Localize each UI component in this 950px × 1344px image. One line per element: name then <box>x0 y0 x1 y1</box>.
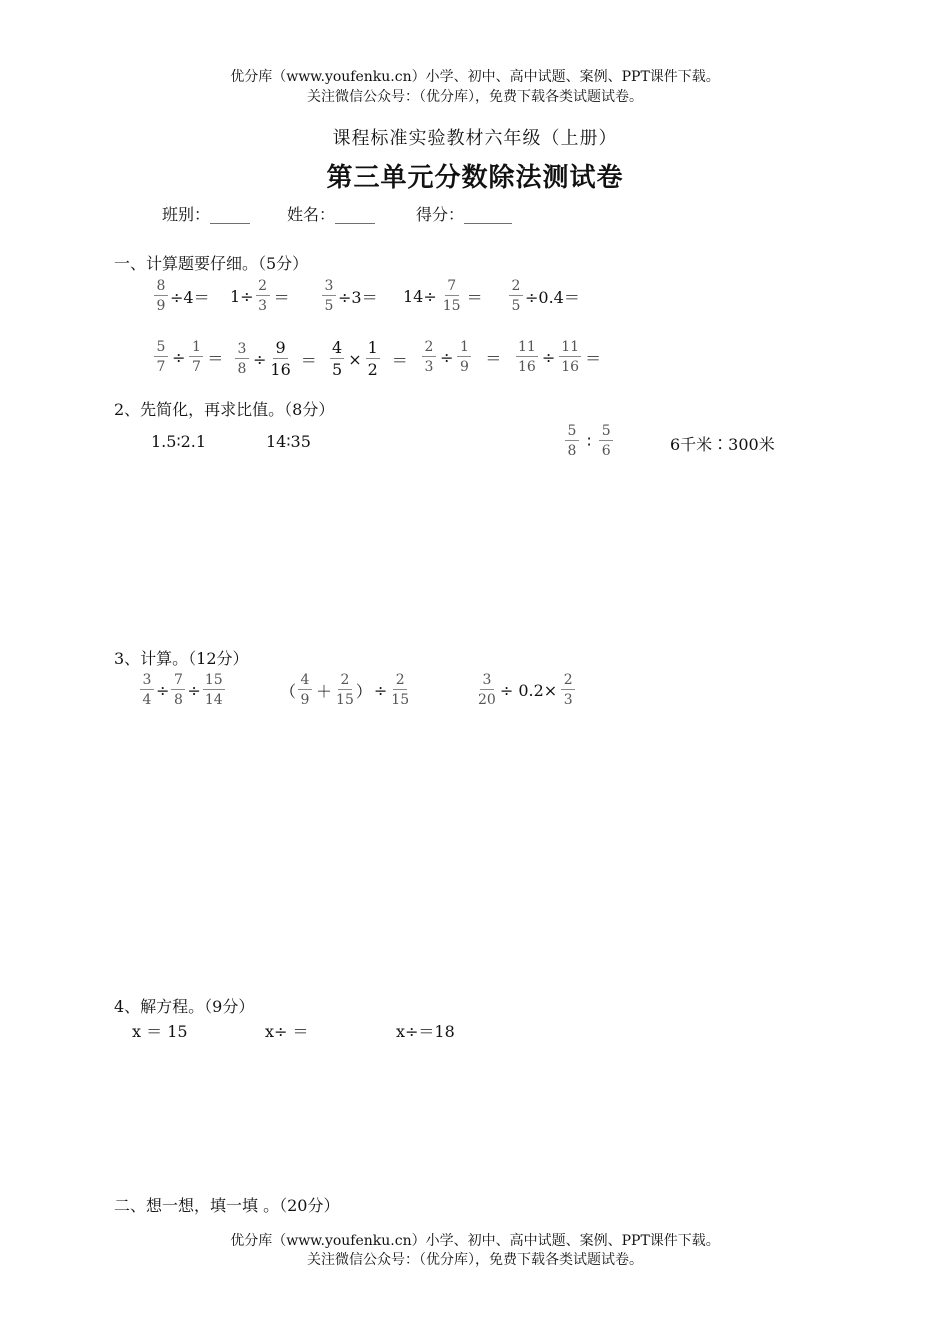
q1-item-f: $\frac{5}{7}$ ÷ $\frac{1}{7}$ ＝ <box>152 340 225 374</box>
fraction: $\frac{3}{5}$ <box>322 279 336 313</box>
q4-item-b: x÷ ＝ <box>265 1022 309 1041</box>
fraction: $\frac{2}{15}$ <box>336 672 354 708</box>
section-4-heading: 4、解方程。（9分） <box>114 997 255 1016</box>
fraction: $\frac{1}{9}$ <box>457 340 471 374</box>
fraction: $\frac{11}{16}$ <box>561 339 580 375</box>
q2-item-c: $\frac{5}{8}$ ∶ $\frac{5}{6}$ <box>563 424 615 458</box>
fraction: $\frac{7}{15}$ <box>442 278 461 314</box>
footer-line-1: 优分库（www.youfenku.cn）小学、初中、高中试题、案例、PPT课件下载。 <box>230 1233 720 1249</box>
q1-item-a: $\frac{8}{9}$ ÷4＝ <box>152 279 210 313</box>
fraction: $\frac{2}{3}$ <box>422 340 436 374</box>
section-1-heading: 一、计算题要仔细。（5分） <box>114 254 309 273</box>
footer-line-2: 关注微信公众号：（优分库），免费下载各类试题试卷。 <box>307 1252 643 1268</box>
header-line-1: 优分库（www.youfenku.cn）小学、初中、高中试题、案例、PPT课件下载。 <box>230 69 720 85</box>
fraction: $\frac{9}{16}$ <box>270 338 291 379</box>
section-3-heading: 3、计算。（12分） <box>114 649 249 668</box>
fraction: $\frac{7}{8}$ <box>171 673 185 707</box>
score-field: 得分：______ <box>416 205 513 224</box>
fraction: $\frac{3}{4}$ <box>140 673 154 707</box>
fraction: $\frac{2}{5}$ <box>509 279 523 313</box>
q3-item-b: （ $\frac{4}{9}$ ＋ $\frac{2}{15}$ ） ÷ $\frac{2}{15}$ <box>280 672 410 708</box>
q1-item-j: $\frac{11}{16}$ ÷ $\frac{11}{16}$ ＝ <box>518 339 602 375</box>
fraction: $\frac{15}{14}$ <box>204 672 223 708</box>
fraction: $\frac{4}{5}$ <box>332 338 343 379</box>
fraction: $\frac{2}{3}$ <box>256 279 270 313</box>
q1-item-c: $\frac{3}{5}$ ÷3＝ <box>320 279 378 313</box>
q1-item-d: 14÷ $\frac{7}{15}$ ＝ <box>403 278 483 314</box>
fraction: $\frac{3}{20}$ <box>478 672 496 708</box>
q2-item-b: 14∶35 <box>266 432 311 451</box>
fraction: $\frac{2}{15}$ <box>391 672 410 708</box>
fraction: $\frac{5}{6}$ <box>599 424 613 458</box>
q1-item-i: $\frac{2}{3}$ ÷ $\frac{1}{9}$ ＝ <box>420 340 503 374</box>
q1-item-h: $\frac{4}{5}$ × $\frac{1}{2}$ ＝ <box>332 338 408 379</box>
fraction: $\frac{4}{9}$ <box>298 673 312 707</box>
fraction: $\frac{2}{3}$ <box>561 673 575 707</box>
fraction: $\frac{8}{9}$ <box>154 279 168 313</box>
q3-item-c: $\frac{3}{20}$ ÷ 0.2× $\frac{2}{3}$ <box>476 673 577 707</box>
fraction: $\frac{5}{8}$ <box>565 424 579 458</box>
q1-item-b: 1÷ $\frac{2}{3}$ ＝ <box>230 278 290 314</box>
q1-item-e: $\frac{2}{5}$ ÷0.4＝ <box>507 279 580 313</box>
class-field: 班别：_____ <box>162 205 251 224</box>
q1-item-g: $\frac{3}{8}$ ÷ $\frac{9}{16}$ ＝ <box>233 340 319 378</box>
fraction: $\frac{5}{7}$ <box>154 340 168 374</box>
header-line-2: 关注微信公众号：（优分库），免费下载各类试题试卷。 <box>307 89 643 105</box>
page-subtitle: 课程标准实验教材六年级（上册） <box>332 128 618 149</box>
q2-item-a: 1.5∶2.1 <box>151 432 207 451</box>
fraction: $\frac{1}{2}$ <box>367 338 378 379</box>
page-title: 第三单元分数除法测试卷 <box>326 163 624 193</box>
name-field: 姓名：_____ <box>287 205 376 224</box>
fraction: $\frac{11}{16}$ <box>518 339 536 375</box>
fraction: $\frac{3}{8}$ <box>235 342 249 376</box>
q4-item-c: x÷＝18 <box>396 1022 455 1041</box>
q4-item-a: x ＝ 15 <box>132 1022 188 1041</box>
q2-item-d: 6千米∶300米 <box>670 435 775 454</box>
q3-item-a: $\frac{3}{4}$ ÷ $\frac{7}{8}$ ÷ $\frac{15}{14}$ <box>138 673 227 707</box>
section-2-heading: 2、先简化，再求比值。（8分） <box>114 400 335 419</box>
fraction: $\frac{1}{7}$ <box>189 340 203 374</box>
part-2-heading: 二、想一想，填一填 。（20分） <box>114 1196 340 1215</box>
